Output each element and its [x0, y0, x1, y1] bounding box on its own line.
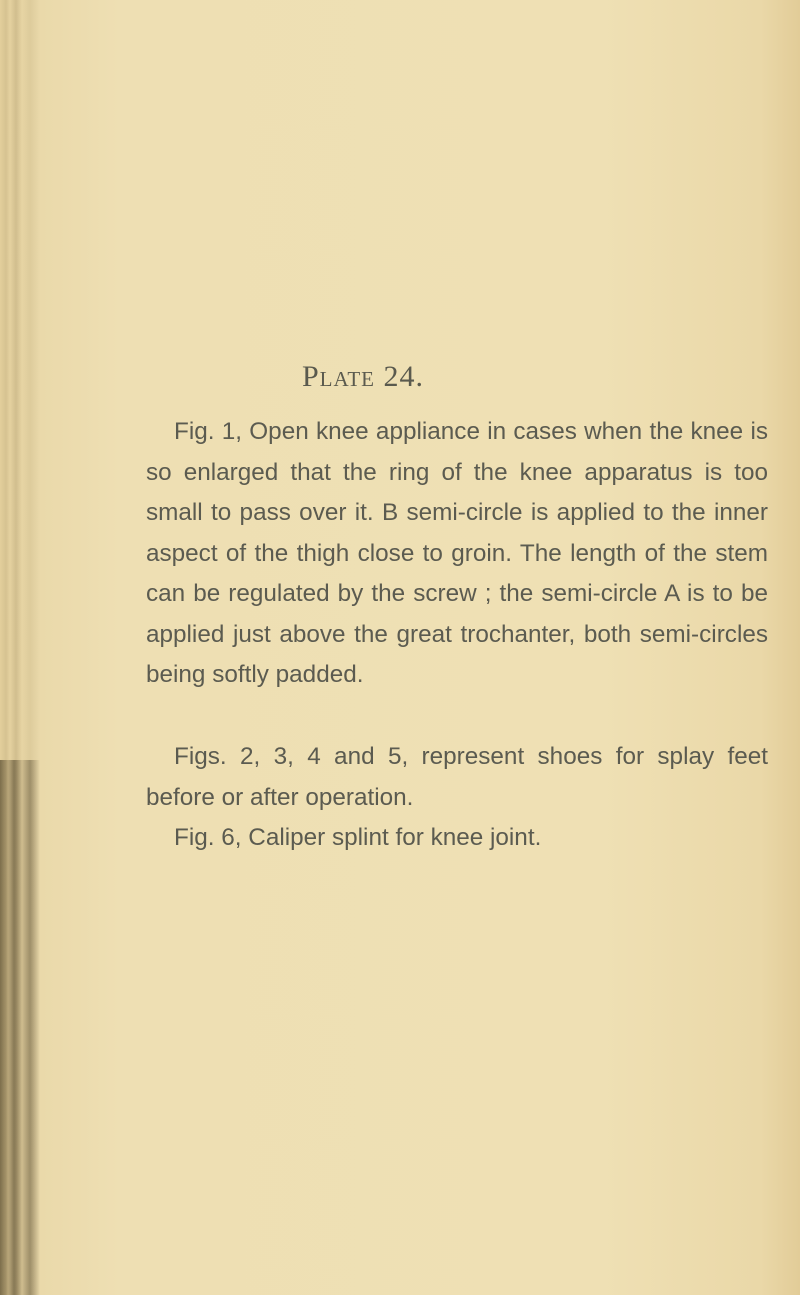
plate-title-text: Plate 24.	[302, 360, 425, 393]
paragraph-figs-2-5: Figs. 2, 3, 4 and 5, represent shoes for splay feet before or after operation.	[146, 743, 768, 811]
paragraph-fig-1: Fig. 1, Open knee appliance in cases when the knee is so enlarged that the ring of the knee apparatus is too small to pass over it. B semi-circle is applied to the inner aspect of the thigh close to groin. The length of the stem can be regulated by the screw ; the semi-circle A is to be applied just above the great trochanter, both semi-circles being softly padded.	[146, 418, 768, 688]
spine-shadow	[0, 760, 40, 1295]
plate-title	[302, 360, 424, 394]
paragraph-fig-6: Fig. 6, Caliper splint for knee joint.	[174, 824, 542, 851]
